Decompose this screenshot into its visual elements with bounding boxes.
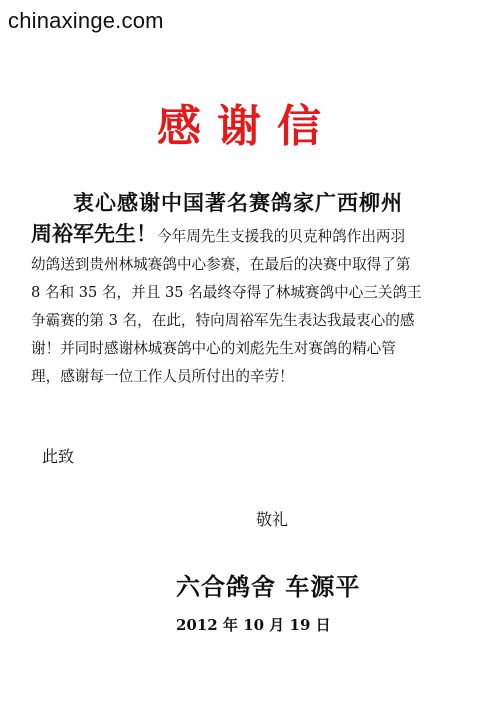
closing-jing-li: 敬礼 bbox=[256, 510, 289, 529]
letter-date: 2012 年 10 月 19 日 bbox=[176, 616, 331, 634]
body-line-3: 幼鸽送到贵州林城赛鸽中心参赛，在最后的决赛中取得了第 bbox=[31, 256, 411, 273]
body-lead-line: 衷心感谢中国著名赛鸽家广西柳州 bbox=[73, 191, 403, 215]
site-watermark: chinaxinge.com bbox=[8, 8, 164, 33]
letter-title: 感谢信 bbox=[157, 101, 337, 152]
body-line-2 bbox=[31, 220, 471, 251]
body-line-2-text: 今年周先生支援我的贝克种鸽作出两羽 bbox=[157, 228, 406, 245]
body-line-6: 谢！并同时感谢林城赛鸽中心的刘彪先生对赛鸽的精心管 bbox=[31, 340, 396, 357]
body-line-4: 8 名和 35 名，并且 35 名最终夺得了林城赛鸽中心三关鸽王 bbox=[31, 284, 422, 301]
signature: 六合鸽舍 车源平 bbox=[176, 573, 361, 601]
closing-ci-zhi: 此致 bbox=[42, 447, 75, 466]
body-line-7: 理，感谢每一位工作人员所付出的辛劳！ bbox=[31, 368, 294, 385]
letter-body bbox=[31, 187, 471, 391]
recipient-name: 周裕军先生！ bbox=[31, 222, 157, 246]
body-line-5: 争霸赛的第 3 名，在此，特向周裕军先生表达我最衷心的感 bbox=[31, 312, 415, 329]
